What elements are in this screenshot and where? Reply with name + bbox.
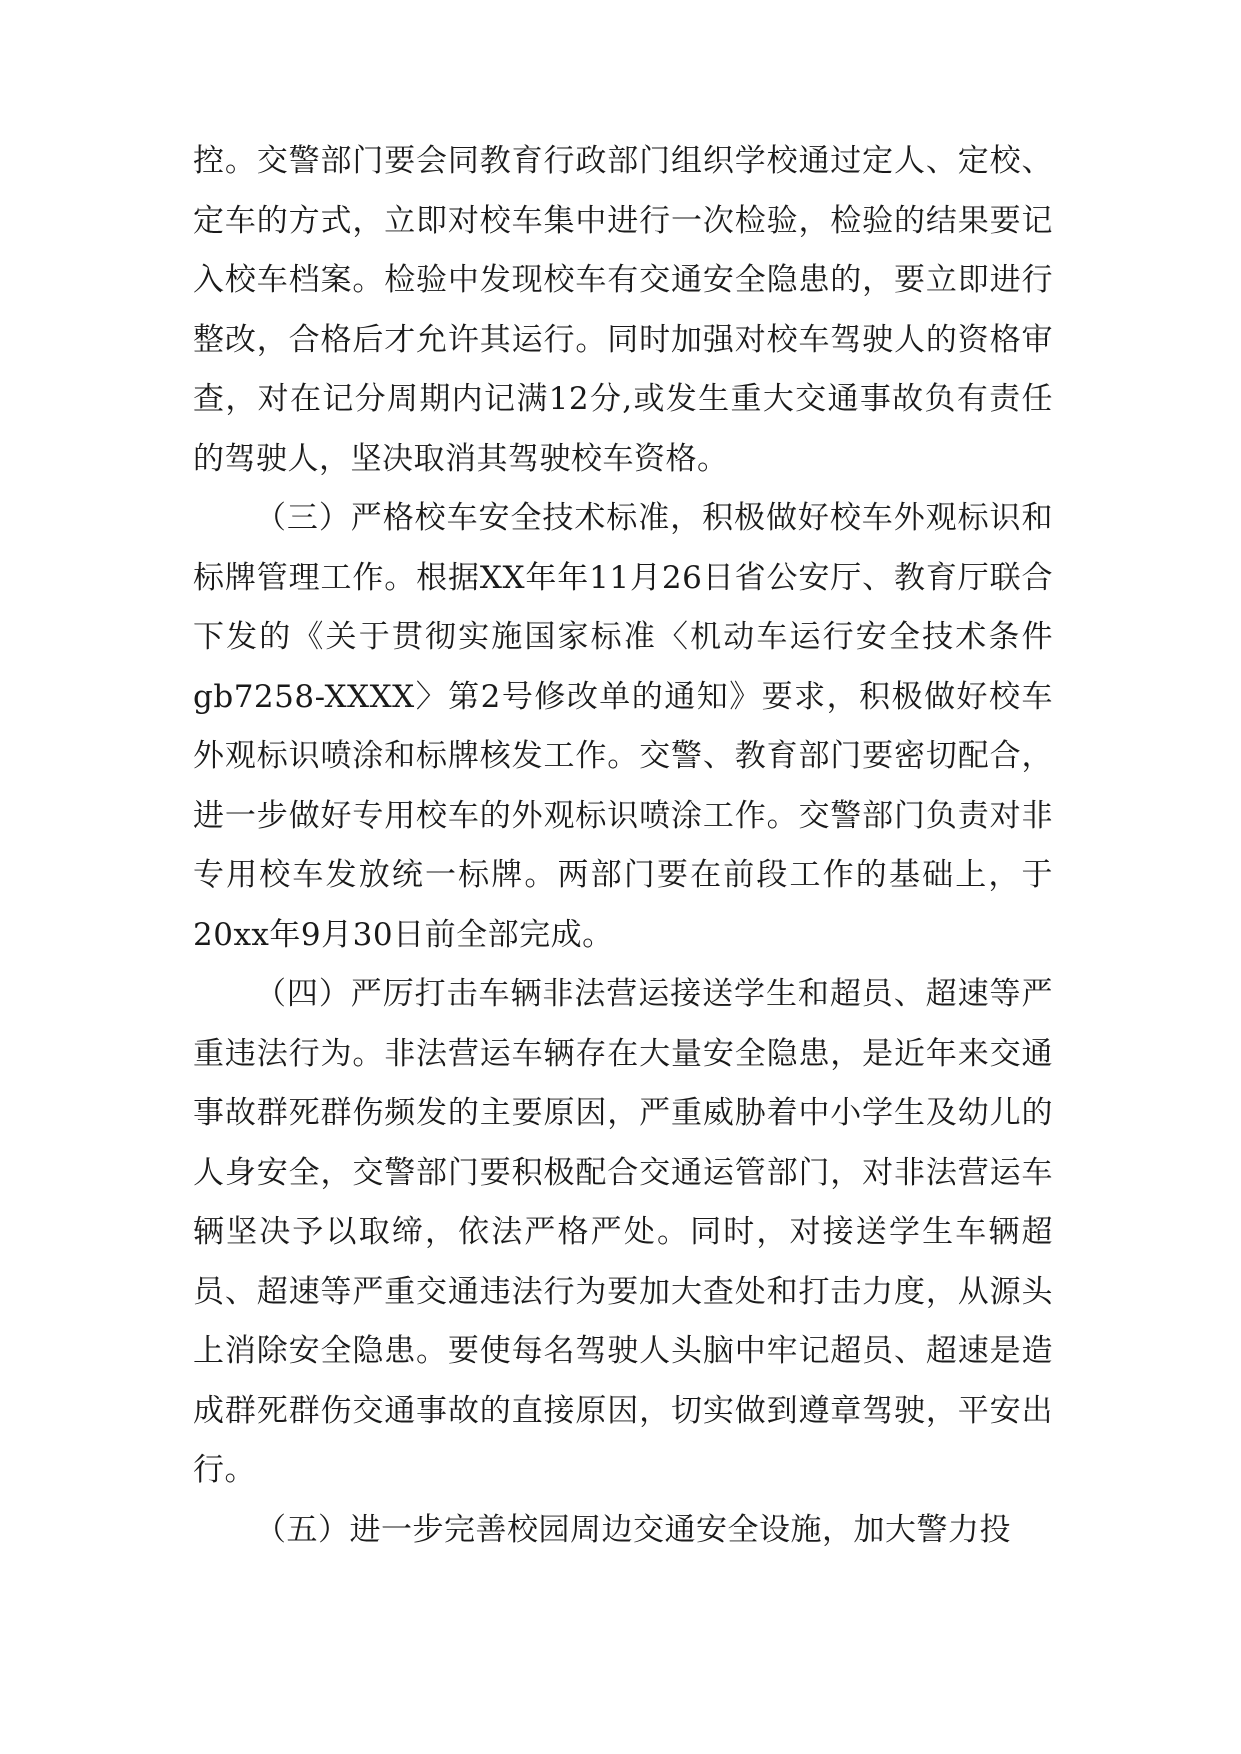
paragraph-section-5: （五）进一步完善校园周边交通安全设施，加大警力投 [255, 1511, 1011, 1548]
paragraph-section-3: （三）严格校车安全技术标准，积极做好校车外观标识和标牌管理工作。根据XX年年11月26日省公安厅、教育厅联合下发的《关于贯彻实施国家标准〈机动车运行安全技术条件gb7258-XXXX〉第2号修改单的通知》要求，积极做好校车外观标识喷涂和标牌核发工作。交警、教育部门要密切配合，进一步做好专用校车的外观标识喷涂工作。交警部门负责对非专用校车发放统一标牌。两部门要在前段工作的基础上，于20xx年9月30日前全部完成。 [193, 500, 1053, 953]
document-page [193, 132, 1053, 1560]
paragraph-section-4: （四）严厉打击车辆非法营运接送学生和超员、超速等严重违法行为。非法营运车辆存在大量安全隐患，是近年来交通事故群死群伤频发的主要原因，严重威胁着中小学生及幼儿的人身安全，交警部门要积极配合交通运管部门，对非法营运车辆坚决予以取缔，依法严格严处。同时，对接送学生车辆超员、超速等严重交通违法行为要加大查处和打击力度，从源头上消除安全隐患。要使每名驾驶人头脑中牢记超员、超速是造成群死群伤交通事故的直接原因，切实做到遵章驾驶，平安出行。 [193, 976, 1053, 1488]
paragraph-continued: 控。交警部门要会同教育行政部门组织学校通过定人、定校、定车的方式，立即对校车集中进行一次检验，检验的结果要记入校车档案。检验中发现校车有交通安全隐患的，要立即进行整改，合格后才允许其运行。同时加强对校车驾驶人的资格审查，对在记分周期内记满12分,或发生重大交通事故负有责任的驾驶人，坚决取消其驾驶校车资格。 [193, 143, 1053, 477]
